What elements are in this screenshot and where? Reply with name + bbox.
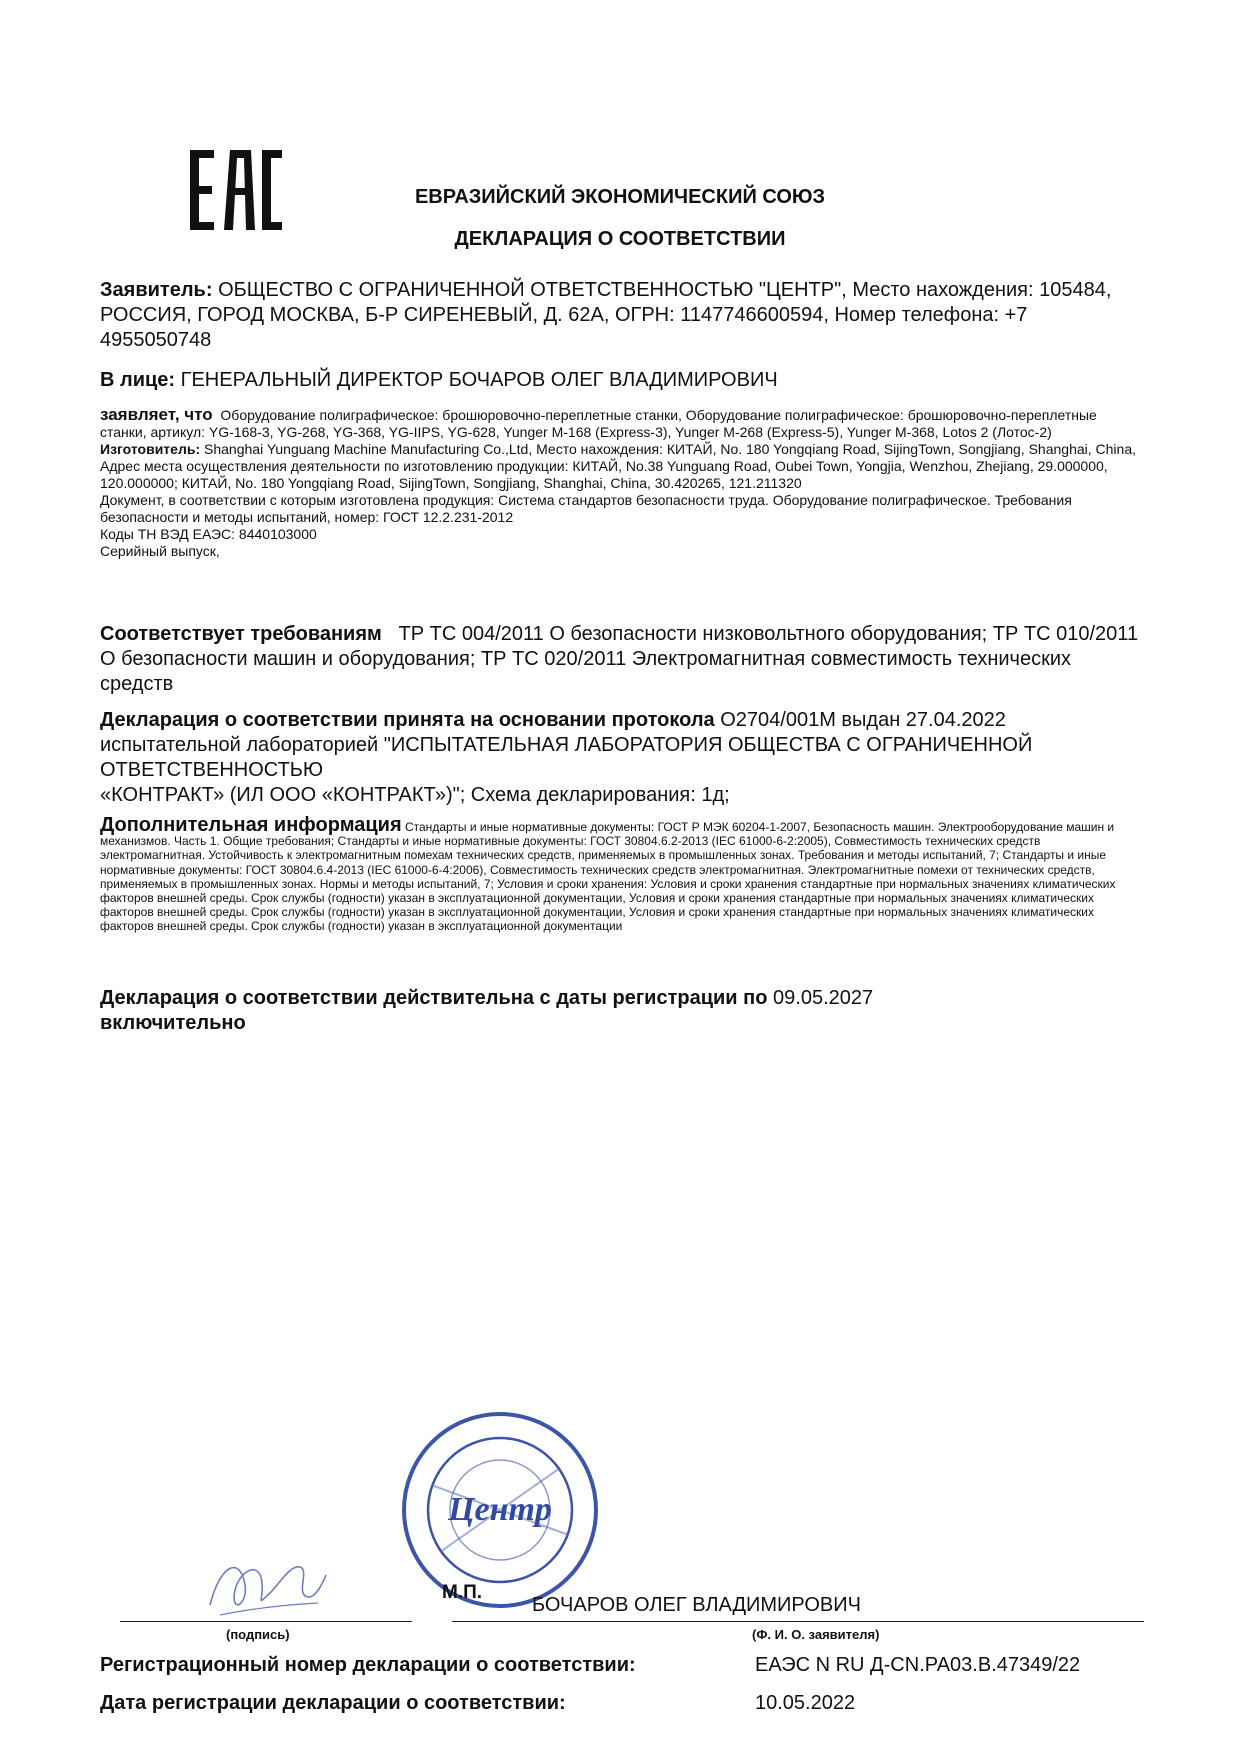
manufacturer-label: Изготовитель: [100, 441, 201, 457]
manufacturer-text: Shanghai Yunguang Machine Manufacturing Co.,Ltd, Место нахождения: КИТАЙ, No. 180 Yongqiang Road, SijingTown, Songjiang, Shanghai, China, Адрес места осуществления деятельности по изготовлению продукции: КИТАЙ, No.38 Yunguang Road, Oubei Town, Yongjia, Wenzhou, Zhejiang, 29.000000, 120.000000; КИТАЙ, No. 180 Yongqiang Road, SijingTown, Songjiang, Shanghai, China, 30.420265, 121.211320 [100, 441, 1136, 491]
signature-line [120, 1621, 412, 1622]
mp-label: М.П. [442, 1582, 483, 1603]
validity-date: 09.05.2027 [773, 987, 874, 1009]
name-caption: (Ф. И. О. заявителя) [752, 1627, 880, 1642]
codes-text: Коды ТН ВЭД ЕАЭС: 8440103000 [100, 526, 317, 542]
registration-number-label: Регистрационный номер декларации о соответствии: [100, 1654, 636, 1676]
seal-text: Центр [448, 1491, 552, 1528]
declares-text: Оборудование полиграфическое: брошюровочно-переплетные станки, Оборудование полиграфическое: брошюровочно-переплетные станки, артикул: YG-168-3, YG-268, YG-368, YG-IIPS, YG-628, Yunger M-168 (Express-3), Yunger M-268 (Express-5), Yunger M-368, Lotos 2 (Лотос-2) [100, 407, 1097, 440]
applicant-section [100, 278, 1140, 353]
person-label: В лице: [100, 369, 176, 391]
document-title: ДЕКЛАРАЦИЯ О СООТВЕТСТВИИ [454, 228, 786, 250]
serial-text: Серийный выпуск, [100, 543, 220, 559]
registration-number: ЕАЭС N RU Д-CN.РА03.В.47349/22 [755, 1654, 1081, 1676]
registration-date-label: Дата регистрации декларации о соответствии: [100, 1692, 566, 1714]
validity-section [100, 986, 1000, 1036]
applicant-text: ОБЩЕСТВО С ОГРАНИЧЕННОЙ ОТВЕТСТВЕННОСТЬЮ "ЦЕНТР", Место нахождения: 105484, РОССИЯ, ГОРОД МОСКВА, Б-Р СИРЕНЕВЫЙ, Д. 62А, ОГРН: 1147746600594, Номер телефона: +7 4955050748 [100, 279, 1112, 351]
name-line [452, 1621, 1144, 1622]
complies-section [100, 622, 1140, 697]
handwritten-signature [200, 1545, 330, 1625]
company-seal [400, 1410, 600, 1610]
additional-section [100, 814, 1140, 934]
complies-label: Соответствует требованиям [100, 623, 382, 645]
basis-text-2: «КОНТРАКТ» (ИЛ ООО «КОНТРАКТ»)"; Схема декларирования: 1д; [100, 784, 730, 806]
declares-section [100, 406, 1140, 560]
basis-label: Декларация о соответствии принята на основании протокола [100, 709, 715, 731]
additional-label: Дополнительная информация [100, 814, 402, 836]
basis-text: О2704/001М выдан 27.04.2022 испытательной лабораторией "ИСПЫТАТЕЛЬНАЯ ЛАБОРАТОРИЯ ОБЩЕСТВА С ОГРАНИЧЕННОЙ ОТВЕТСТВЕННОСТЬЮ [100, 709, 1033, 781]
validity-suffix: включительно [100, 1012, 246, 1034]
applicant-label: Заявитель: [100, 279, 213, 301]
additional-text: Стандарты и иные нормативные документы: ГОСТ Р МЭК 60204-1-2007, Безопасность машин. Электрооборудование машин и механизмов. Часть 1. Общие требования; Стандарты и иные нормативные документы: ГОСТ 30804.6.2-2013 (IEC 61000-6-2:2005), Совместимость технических средств электромагнитная. Устойчивость к электромагнитным помехам технических средств, применяемых в промышленных зонах. Требования и методы испытаний, 7; Стандарты и иные нормативные документы: ГОСТ 30804.6.4-2013 (IEC 61000-6-4:2006), Совместимость технических средств электромагнитная. Электромагнитные помехи от технических средств, применяемых в промышленных зонах. Нормы и методы испытаний, 7; Условия и сроки хранения: Условия и сроки хранения стандартные при нормальных значениях климатических факторов внешней среды. Срок службы (годности) указан в эксплуатационной документации, Условия и сроки хранения стандартные при нормальных значениях климатических факторов внешней среды. Срок службы (годности) указан в эксплуатационной документации, Условия и сроки хранения стандартные при нормальных значениях климатических факторов внешней среды. Срок службы (годности) указан в эксплуатационной документации [100, 820, 1116, 934]
document-basis-text: Документ, в соответствии с которым изготовлена продукция: Система стандартов безопасности труда. Оборудование полиграфическое. Требования безопасности и методы испытаний, номер: ГОСТ 12.2.231-2012 [100, 492, 1072, 525]
person-text: ГЕНЕРАЛЬНЫЙ ДИРЕКТОР БОЧАРОВ ОЛЕГ ВЛАДИМИРОВИЧ [180, 369, 778, 391]
declares-label: заявляет, что [100, 405, 213, 424]
validity-label: Декларация о соответствии действительна с даты регистрации по [100, 987, 768, 1009]
complies-text: ТР ТС 004/2011 О безопасности низковольтного оборудования; ТР ТС 010/2011 О безопасности машин и оборудования; ТР ТС 020/2011 Электромагнитная совместимость технических средств [100, 623, 1139, 695]
signature-caption: (подпись) [226, 1627, 290, 1642]
applicant-name: БОЧАРОВ ОЛЕГ ВЛАДИМИРОВИЧ [532, 1594, 861, 1616]
basis-section [100, 708, 1140, 808]
registration-date: 10.05.2022 [755, 1692, 856, 1714]
union-title: ЕВРАЗИЙСКИЙ ЭКОНОМИЧЕСКИЙ СОЮЗ [414, 186, 826, 208]
person-section [100, 368, 1140, 393]
